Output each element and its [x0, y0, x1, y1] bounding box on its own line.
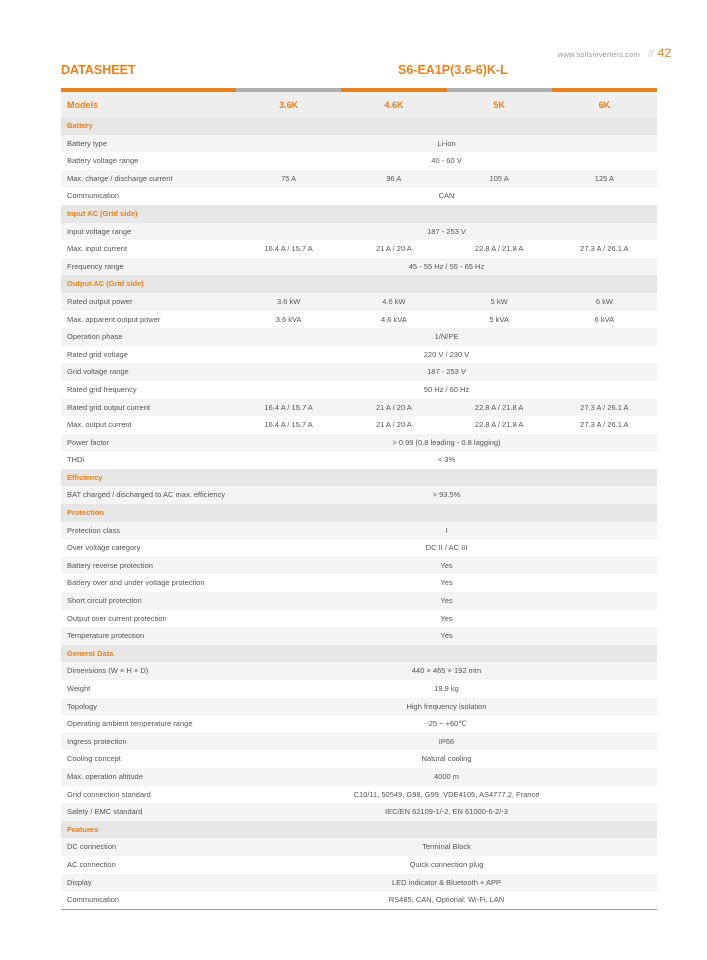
row-label: Communication	[67, 191, 120, 201]
section-header: General Data	[61, 645, 657, 663]
model-column-header: 4.6K	[384, 99, 404, 110]
row-label: Power factor	[67, 437, 110, 447]
table-row	[61, 680, 657, 698]
table-row	[61, 662, 657, 680]
row-value: Yes	[440, 613, 453, 623]
row-value: 27.3 A / 26.1 A	[580, 420, 629, 430]
row-value: 22.8 A / 21.8 A	[474, 420, 524, 430]
table-row	[61, 610, 657, 628]
row-value: 19.9 kg	[434, 684, 459, 693]
row-value: Li-ion	[437, 138, 456, 148]
row-label: Rated grid output current	[67, 402, 150, 412]
table-row	[61, 152, 657, 170]
row-value: 96 A	[386, 173, 402, 183]
table-row	[61, 311, 657, 329]
top-bar-orange	[552, 88, 657, 92]
table-row	[61, 451, 657, 469]
row-value: Yes	[440, 631, 453, 641]
row-value: Natural cooling	[421, 754, 472, 764]
row-label: Frequency range	[67, 261, 124, 271]
page-header-meta	[558, 46, 671, 60]
table-top-bars	[61, 88, 657, 92]
row-label: Cooling concept	[67, 754, 121, 764]
row-label: Max. operation altitude	[67, 771, 143, 781]
table-row	[61, 170, 657, 188]
row-label: Temperature protection	[67, 631, 145, 641]
table-bottom-rule	[61, 909, 657, 910]
row-value: 21 A / 20 A	[375, 244, 412, 254]
row-value: IEC/EN 62109-1/-2, EN 61000-6-2/-3	[385, 807, 508, 817]
row-label: Input voltage range	[67, 226, 132, 236]
row-value: 16.4 A / 15.7 A	[264, 420, 313, 430]
table-row	[61, 856, 657, 874]
table-row	[61, 399, 657, 417]
row-value: IP66	[438, 736, 455, 746]
table-row	[61, 539, 657, 557]
row-value: 187 - 253 V	[427, 367, 466, 377]
table-row	[61, 381, 657, 399]
row-label: Dimensions (W × H × D)	[67, 666, 149, 676]
row-label: THDi	[67, 455, 85, 465]
row-value: < 3%	[437, 455, 456, 465]
row-value: > 93.5%	[432, 490, 461, 500]
row-label: Max. output current	[67, 420, 132, 430]
table-row	[61, 363, 657, 381]
row-value: Yes	[440, 560, 453, 570]
model-title: S6-EA1P(3.6-6)K-L	[398, 63, 508, 77]
row-value: 22.8 A / 21.8 A	[474, 402, 524, 412]
row-value: 21 A / 20 A	[375, 420, 412, 430]
table-row	[61, 698, 657, 716]
row-value: I	[445, 525, 448, 535]
spec-table	[61, 88, 657, 910]
table-row	[61, 838, 657, 856]
row-value: 16.4 A / 15.7 A	[264, 244, 313, 254]
row-value: Yes	[440, 596, 453, 606]
row-value: 6 kVA	[594, 314, 615, 324]
row-label: Rated grid voltage	[67, 349, 128, 359]
row-value: -25 ~ +60℃	[426, 719, 467, 729]
row-value: 21 A / 20 A	[375, 402, 412, 412]
row-label: Rated output power	[67, 296, 133, 306]
row-label: Protection class	[67, 525, 120, 535]
row-label: Communication	[67, 895, 120, 905]
row-label: Battery reverse protection	[67, 560, 153, 570]
separator-mark: //	[648, 49, 654, 60]
row-label: Output over current protection	[67, 613, 167, 623]
row-value: 105 A	[489, 173, 509, 183]
row-value: 75 A	[281, 173, 297, 183]
top-bar-orange	[61, 88, 236, 92]
section-header: Battery	[61, 117, 657, 135]
row-value: 3.6 kVA	[275, 314, 302, 324]
table-row	[61, 328, 657, 346]
top-bar-gray	[447, 88, 552, 92]
row-label: Short circuit protection	[67, 596, 142, 606]
row-value: 187 - 253 V	[427, 226, 466, 236]
table-row	[61, 223, 657, 241]
table-row	[61, 293, 657, 311]
table-row	[61, 416, 657, 434]
section-header: Features	[61, 821, 657, 839]
row-label: Max. apparent output power	[67, 314, 161, 324]
row-value: 440 × 465 × 192 mm	[411, 666, 482, 676]
table-row	[61, 803, 657, 821]
row-value: RS485, CAN, Optional: Wi-Fi, LAN	[388, 895, 505, 905]
row-value: 45 - 55 Hz / 55 - 65 Hz	[408, 261, 485, 271]
models-label: Models	[67, 99, 99, 110]
datasheet-title: DATASHEET	[61, 63, 136, 77]
table-row	[61, 891, 657, 909]
model-column-header: 3.6K	[279, 99, 299, 110]
row-label: DC connection	[67, 842, 117, 852]
table-row	[61, 187, 657, 205]
row-value: LED indicator & Bluetooth + APP	[391, 877, 502, 887]
row-value: 4000 m	[433, 771, 460, 781]
row-value: > 0.99 (0.8 leading - 0.8 lagging)	[392, 437, 501, 447]
row-label: Operation phase	[67, 332, 123, 342]
row-value: 1/N/PE	[434, 332, 459, 342]
row-label: Weight	[67, 684, 91, 693]
table-row	[61, 874, 657, 892]
row-value: 27.3 A / 26.1 A	[580, 244, 629, 254]
row-value: 4.6 kVA	[381, 314, 407, 324]
row-value: 6 kW	[595, 296, 613, 306]
model-column-header: 5K	[493, 99, 505, 110]
row-label: BAT charged / discharged to AC max. efficiency	[67, 490, 225, 500]
row-value: Yes	[440, 578, 453, 588]
row-value: High frequency isolation	[406, 701, 487, 711]
row-value: 50 Hz / 60 Hz	[423, 384, 470, 394]
table-row	[61, 592, 657, 610]
section-header: Efficiency	[61, 469, 657, 487]
table-body	[61, 117, 657, 909]
row-label: Rated grid frequency	[67, 384, 137, 394]
table-row	[61, 135, 657, 153]
row-value: 4.6 kW	[382, 296, 406, 306]
section-header: Protection	[61, 504, 657, 522]
model-column-header: 6K	[598, 99, 611, 110]
table-header-row	[61, 92, 657, 117]
row-value: CAN	[438, 191, 455, 201]
table-row	[61, 258, 657, 276]
row-value: 40 - 60 V	[431, 156, 462, 166]
row-label: Max. charge / discharge current	[67, 173, 173, 183]
row-value: 16.4 A / 15.7 A	[264, 402, 313, 412]
row-label: Battery type	[67, 138, 108, 148]
table-row	[61, 750, 657, 768]
row-label: Grid voltage range	[67, 367, 129, 377]
table-row	[61, 486, 657, 504]
row-value: Quick connection plug	[409, 859, 484, 869]
table-row	[61, 240, 657, 258]
row-value: Terminal Block	[422, 842, 471, 852]
website-url: www.solisinverters.com	[557, 50, 641, 59]
top-bar-orange	[341, 88, 446, 92]
table-row	[61, 346, 657, 364]
section-header: Output AC (Grid side)	[61, 275, 657, 293]
table-row	[61, 434, 657, 452]
section-header: Input AC (Grid side)	[61, 205, 657, 223]
table-row	[61, 733, 657, 751]
row-label: Battery voltage range	[67, 156, 139, 166]
title-row	[61, 63, 657, 79]
row-label: Topology	[67, 701, 98, 711]
row-value: 5 kVA	[489, 314, 509, 324]
top-bar-gray	[236, 88, 341, 92]
row-value: 125 A	[594, 173, 614, 183]
row-value: 22.8 A / 21.8 A	[474, 244, 524, 254]
table-row	[61, 715, 657, 733]
row-value: 27.3 A / 26.1 A	[580, 402, 629, 412]
row-value: C10/11, 50549, G98, G99, VDE4105, AS4777.2, France	[353, 789, 540, 799]
row-label: Safety / EMC standard	[67, 807, 143, 817]
row-label: Operating ambient temperature range	[67, 719, 193, 729]
row-label: Over voltage category	[67, 543, 141, 553]
row-label: Grid connection standard	[67, 789, 151, 799]
table-row	[61, 768, 657, 786]
table-row	[61, 627, 657, 645]
table-row	[61, 786, 657, 804]
row-value: 3.6 kW	[276, 296, 301, 306]
row-label: Battery over and under voltage protection	[67, 578, 205, 588]
table-row	[61, 557, 657, 575]
row-label: Display	[67, 877, 92, 887]
row-value: 220 V / 230 V	[423, 349, 470, 359]
row-label: Ingress protection	[67, 736, 127, 746]
row-label: Max. input current	[67, 244, 128, 254]
table-row	[61, 522, 657, 540]
row-value: DC II / AC III	[425, 543, 468, 553]
page-number: 42	[657, 46, 671, 60]
row-label: AC connection	[67, 859, 116, 869]
table-row	[61, 574, 657, 592]
row-value: 5 kW	[490, 296, 508, 306]
